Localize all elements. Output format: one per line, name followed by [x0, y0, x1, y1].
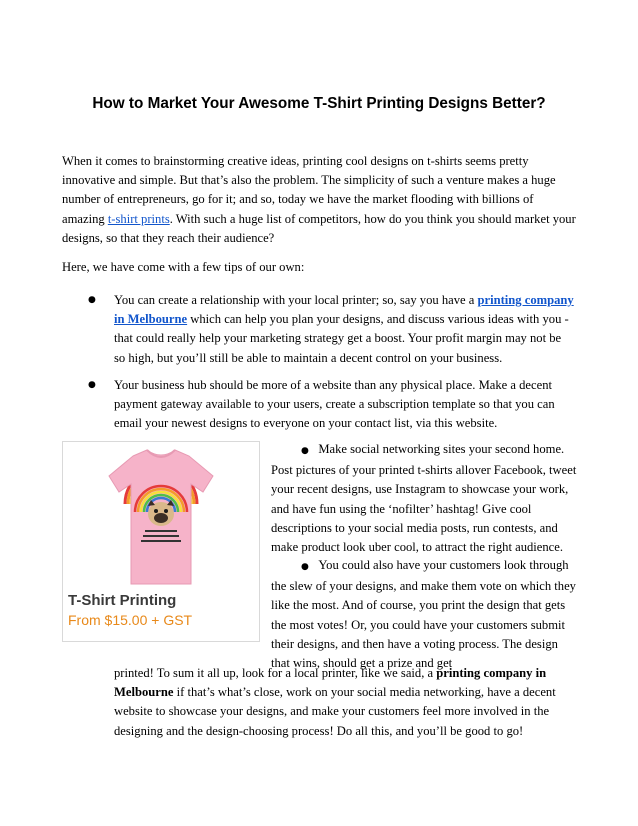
closing-bold-text: printing company in Melbourne — [114, 666, 547, 700]
page-title: How to Market Your Awesome T-Shirt Printing Designs Better? — [92, 95, 546, 112]
bullet-text-end: which can help you plan your designs, and discuss various ideas with you - that could really help your marketing strategy get a boost. Your profit margin may not be so high, but you’ll still be able to maintain a decent control on your business. — [114, 312, 569, 365]
bullet-dot: ● — [301, 562, 309, 572]
bullet-item-social — [271, 440, 577, 557]
tshirt-ad-image — [62, 441, 260, 642]
bullet-item-voting — [271, 556, 577, 673]
bullet-text: You could also have your customers look through the slew of your designs, and make them vote on which they like the most. And of course, you print the design that gets the most votes! Or, you could have your customers submit their designs, and then have a voting process. The design that wins, should get a prize and get — [271, 558, 576, 671]
tshirt-illustration — [63, 442, 259, 592]
printing-company-link[interactable]: printing company in Melbourne — [114, 293, 574, 327]
intro-text-start: When it comes to brainstorming creative ideas, printing cool designs on t-shirts seems pretty innovative and simple. But that’s also the problem. The simplicity of such a venture makes a huge number of entrepreneurs, go for it; and so, today we have the market flooding with billions of amazing — [62, 154, 556, 226]
bullet-dot: ● — [88, 295, 96, 305]
closing-text-start: printed! To sum it all up, look for a local printer, like we said, a — [114, 666, 437, 680]
closing-text-end: if that’s what’s close, work on your social media networking, have a decent website to showcase your designs, and make your customers feel more involved in the designing and the design-choosing process! Do all this, and you’ll be good to go! — [114, 685, 556, 738]
intro-text-end: . With such a huge list of competitors, how do you think you should market your designs, so that they reach their audience? — [62, 211, 576, 245]
bullet-text-start: You can create a relationship with your local printer; so, say you have a — [114, 293, 478, 307]
tshirt-prints-link[interactable]: t-shirt prints — [107, 211, 170, 226]
bullet-item-printer — [114, 291, 574, 368]
bullet-item-website: Your business hub should be more of a website than any physical place. Make a decent payment gateway available to your users, create a subscription template so that you can email your newest designs to everyone on your contact list, via this website. — [114, 378, 555, 431]
bullet-dot: ● — [301, 446, 309, 456]
tips-intro: Here, we have come with a few tips of our own: — [62, 260, 305, 274]
ad-price: From $15.00 + GST — [68, 612, 193, 628]
ad-caption: T-Shirt Printing — [68, 592, 177, 609]
closing-paragraph — [114, 664, 578, 741]
bullet-dot: ● — [88, 380, 96, 390]
bullet-text: Make social networking sites your second home. Post pictures of your printed t-shirts allover Facebook, tweet your recent designs, use Instagram to showcase your work, and have fun using the ‘nofilter’ hashtag! Give cool descriptions to your social media posts, run contests, and make product look uber cool, to attract the right audience. — [271, 442, 577, 555]
intro-paragraph — [62, 152, 578, 248]
